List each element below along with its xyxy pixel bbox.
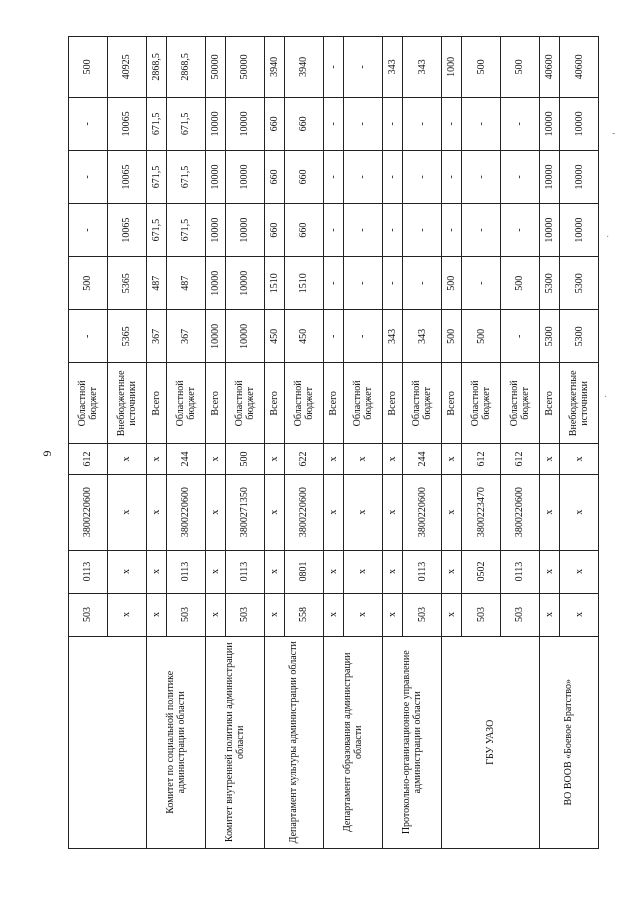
table-row <box>539 37 559 849</box>
cell-exp: x <box>205 444 225 474</box>
cell-y3: - <box>501 150 540 203</box>
cell-y4: - <box>441 97 461 150</box>
cell-y3: 10000 <box>225 150 264 203</box>
cell-y2: - <box>69 204 108 257</box>
cell-section: 0113 <box>166 550 205 593</box>
cell-y1: 487 <box>166 257 205 310</box>
cell-total: 5365 <box>107 310 146 363</box>
cell-code: 503 <box>501 593 540 636</box>
cell-source: Областной бюджет <box>225 363 264 444</box>
cell-source: Всего <box>382 363 402 444</box>
executor-name-cell: Комитет по социальной политике администрации области <box>146 636 205 848</box>
cell-source: Областной бюджет <box>285 363 324 444</box>
cell-target: x <box>441 474 461 550</box>
cell-target: 3800220600 <box>403 474 442 550</box>
cell-y4: - <box>344 97 383 150</box>
cell-exp: 612 <box>69 444 108 474</box>
cell-y2: - <box>403 204 442 257</box>
cell-section: x <box>344 550 383 593</box>
cell-y4: - <box>69 97 108 150</box>
table-row <box>441 37 461 849</box>
cell-y3: 671,5 <box>146 150 166 203</box>
cell-section: x <box>205 550 225 593</box>
cell-source: Областной бюджет <box>69 363 108 444</box>
cell-total: 367 <box>146 310 166 363</box>
executor-name-cell: Комитет внутренней политики администрации области <box>205 636 264 848</box>
cell-y2: - <box>441 204 461 257</box>
cell-y4: 660 <box>264 97 284 150</box>
cell-y1: 1510 <box>264 257 284 310</box>
cell-code: x <box>560 593 599 636</box>
cell-y4: - <box>323 97 343 150</box>
cell-code: x <box>264 593 284 636</box>
cell-y1: - <box>323 257 343 310</box>
scan-mark: - <box>612 128 616 139</box>
cell-source: Внебюджетные источники <box>107 363 146 444</box>
cell-exp: x <box>146 444 166 474</box>
cell-source: Внебюджетные источники <box>560 363 599 444</box>
cell-y2: 10065 <box>107 204 146 257</box>
cell-total: 10000 <box>225 310 264 363</box>
cell-y2: - <box>382 204 402 257</box>
cell-y3: - <box>69 150 108 203</box>
cell-y3: - <box>462 150 501 203</box>
cell-y1: 1510 <box>285 257 324 310</box>
cell-target: 3800271350 <box>225 474 264 550</box>
cell-total: 450 <box>264 310 284 363</box>
cell-y1: 5300 <box>560 257 599 310</box>
cell-y5: 40925 <box>107 37 146 98</box>
cell-exp: 500 <box>225 444 264 474</box>
cell-code: 503 <box>403 593 442 636</box>
scan-mark: · <box>604 392 608 403</box>
cell-y3: 660 <box>285 150 324 203</box>
cell-target: 3800220600 <box>285 474 324 550</box>
cell-total: 500 <box>462 310 501 363</box>
executor-name-cell <box>69 636 147 848</box>
cell-total: 500 <box>441 310 461 363</box>
cell-total: 5300 <box>539 310 559 363</box>
cell-y2: 660 <box>264 204 284 257</box>
cell-exp: 622 <box>285 444 324 474</box>
cell-code: 558 <box>285 593 324 636</box>
table-row <box>69 37 108 849</box>
cell-source: Всего <box>539 363 559 444</box>
cell-code: 503 <box>462 593 501 636</box>
cell-section: x <box>560 550 599 593</box>
cell-y4: - <box>462 97 501 150</box>
cell-source: Всего <box>146 363 166 444</box>
cell-y2: 10000 <box>560 204 599 257</box>
executor-name-cell: ВО ВООВ «Боевое Братство» <box>539 636 598 848</box>
cell-y3: - <box>441 150 461 203</box>
cell-total: - <box>323 310 343 363</box>
cell-source: Областной бюджет <box>462 363 501 444</box>
executor-name-cell: ГБУ УАЗО <box>441 636 539 848</box>
cell-source: Областной бюджет <box>166 363 205 444</box>
cell-y2: - <box>323 204 343 257</box>
cell-code: x <box>323 593 343 636</box>
cell-target: x <box>560 474 599 550</box>
cell-y4: 10065 <box>107 97 146 150</box>
cell-target: x <box>146 474 166 550</box>
executor-name-cell: Протокольно-организационное управление администрации области <box>382 636 441 848</box>
cell-code: x <box>441 593 461 636</box>
cell-source: Всего <box>441 363 461 444</box>
cell-source: Всего <box>264 363 284 444</box>
cell-code: x <box>382 593 402 636</box>
cell-y1: 500 <box>441 257 461 310</box>
cell-y4: 660 <box>285 97 324 150</box>
cell-exp: 244 <box>403 444 442 474</box>
cell-y4: 10000 <box>560 97 599 150</box>
cell-section: 0502 <box>462 550 501 593</box>
cell-total: - <box>69 310 108 363</box>
table-row <box>323 37 343 849</box>
cell-y1: 10000 <box>205 257 225 310</box>
cell-target: x <box>323 474 343 550</box>
cell-y1: - <box>344 257 383 310</box>
cell-total: - <box>501 310 540 363</box>
cell-y3: - <box>403 150 442 203</box>
cell-y2: - <box>501 204 540 257</box>
cell-y5: - <box>344 37 383 98</box>
cell-y4: 671,5 <box>166 97 205 150</box>
cell-exp: 612 <box>462 444 501 474</box>
cell-y2: - <box>344 204 383 257</box>
cell-y1: 487 <box>146 257 166 310</box>
cell-code: x <box>205 593 225 636</box>
cell-code: x <box>146 593 166 636</box>
cell-section: x <box>146 550 166 593</box>
table-row <box>382 37 402 849</box>
budget-table <box>68 36 599 849</box>
cell-y1: 500 <box>501 257 540 310</box>
cell-exp: 612 <box>501 444 540 474</box>
cell-y3: 10000 <box>205 150 225 203</box>
cell-y2: 660 <box>285 204 324 257</box>
cell-y2: 671,5 <box>166 204 205 257</box>
cell-section: x <box>264 550 284 593</box>
cell-y5: 2868,5 <box>146 37 166 98</box>
cell-section: x <box>539 550 559 593</box>
cell-y4: 10000 <box>225 97 264 150</box>
cell-y4: 10000 <box>539 97 559 150</box>
cell-y1: 5365 <box>107 257 146 310</box>
cell-target: 3800220600 <box>166 474 205 550</box>
cell-y2: 10000 <box>539 204 559 257</box>
cell-section: 0113 <box>69 550 108 593</box>
cell-section: 0801 <box>285 550 324 593</box>
cell-exp: x <box>107 444 146 474</box>
cell-y5: 1000 <box>441 37 461 98</box>
cell-exp: 244 <box>166 444 205 474</box>
cell-total: 367 <box>166 310 205 363</box>
cell-section: x <box>107 550 146 593</box>
cell-target: x <box>264 474 284 550</box>
cell-y3: 10065 <box>107 150 146 203</box>
table-body <box>69 37 599 849</box>
cell-y3: - <box>344 150 383 203</box>
cell-target: x <box>382 474 402 550</box>
cell-y3: 660 <box>264 150 284 203</box>
cell-y5: 3940 <box>264 37 284 98</box>
cell-code: 503 <box>69 593 108 636</box>
cell-y5: 3940 <box>285 37 324 98</box>
cell-exp: x <box>560 444 599 474</box>
cell-target: x <box>107 474 146 550</box>
cell-target: 3800220600 <box>69 474 108 550</box>
cell-y1: 10000 <box>225 257 264 310</box>
cell-y1: - <box>403 257 442 310</box>
cell-y4: - <box>382 97 402 150</box>
executor-name-cell: Департамент культуры администрации области <box>264 636 323 848</box>
cell-exp: x <box>323 444 343 474</box>
cell-y4: - <box>403 97 442 150</box>
cell-y3: 10000 <box>539 150 559 203</box>
cell-y3: - <box>323 150 343 203</box>
cell-section: 0113 <box>501 550 540 593</box>
cell-y4: 10000 <box>205 97 225 150</box>
cell-exp: x <box>344 444 383 474</box>
cell-exp: x <box>441 444 461 474</box>
scan-mark: · <box>606 232 610 243</box>
cell-y2: 671,5 <box>146 204 166 257</box>
cell-y5: 40600 <box>560 37 599 98</box>
cell-target: 3800220600 <box>501 474 540 550</box>
cell-total: 10000 <box>205 310 225 363</box>
cell-y3: - <box>382 150 402 203</box>
cell-y5: 2868,5 <box>166 37 205 98</box>
cell-target: x <box>539 474 559 550</box>
cell-y5: 500 <box>501 37 540 98</box>
cell-total: 450 <box>285 310 324 363</box>
cell-y2: 10000 <box>225 204 264 257</box>
page-number: 6 <box>40 450 55 457</box>
cell-source: Областной бюджет <box>501 363 540 444</box>
cell-exp: x <box>264 444 284 474</box>
cell-total: 343 <box>382 310 402 363</box>
cell-exp: x <box>539 444 559 474</box>
cell-y5: - <box>323 37 343 98</box>
cell-y2: - <box>462 204 501 257</box>
cell-exp: x <box>382 444 402 474</box>
cell-total: 343 <box>403 310 442 363</box>
rotated-table-container <box>68 36 599 849</box>
cell-code: x <box>107 593 146 636</box>
cell-code: 503 <box>225 593 264 636</box>
cell-y4: 671,5 <box>146 97 166 150</box>
cell-y1: 500 <box>69 257 108 310</box>
cell-y4: - <box>501 97 540 150</box>
table-row <box>146 37 166 849</box>
cell-section: x <box>323 550 343 593</box>
cell-y5: 50000 <box>225 37 264 98</box>
cell-y3: 671,5 <box>166 150 205 203</box>
cell-source: Всего <box>205 363 225 444</box>
cell-section: x <box>441 550 461 593</box>
executor-name-cell: Департамент образования администрации области <box>323 636 382 848</box>
cell-y2: 10000 <box>205 204 225 257</box>
cell-y1: - <box>382 257 402 310</box>
cell-code: 503 <box>166 593 205 636</box>
cell-section: 0113 <box>403 550 442 593</box>
cell-total: - <box>344 310 383 363</box>
cell-source: Всего <box>323 363 343 444</box>
cell-y5: 343 <box>382 37 402 98</box>
cell-target: x <box>344 474 383 550</box>
cell-y1: - <box>462 257 501 310</box>
cell-y1: 5300 <box>539 257 559 310</box>
cell-y3: 10000 <box>560 150 599 203</box>
cell-y5: 50000 <box>205 37 225 98</box>
cell-section: 0113 <box>225 550 264 593</box>
cell-target: x <box>205 474 225 550</box>
cell-section: x <box>382 550 402 593</box>
cell-code: x <box>344 593 383 636</box>
cell-y5: 343 <box>403 37 442 98</box>
cell-target: 3800223470 <box>462 474 501 550</box>
cell-total: 5300 <box>560 310 599 363</box>
cell-source: Областной бюджет <box>344 363 383 444</box>
table-row <box>205 37 225 849</box>
table-row <box>264 37 284 849</box>
cell-y5: 500 <box>69 37 108 98</box>
cell-source: Областной бюджет <box>403 363 442 444</box>
cell-y5: 40600 <box>539 37 559 98</box>
cell-code: x <box>539 593 559 636</box>
cell-y5: 500 <box>462 37 501 98</box>
